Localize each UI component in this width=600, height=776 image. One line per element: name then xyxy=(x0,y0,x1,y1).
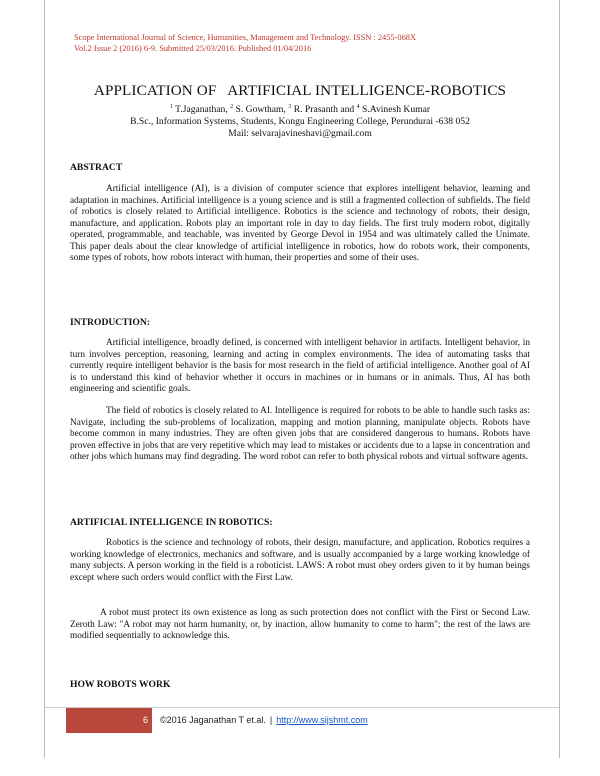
author-number: 3 xyxy=(288,104,292,110)
abstract-heading: ABSTRACT xyxy=(70,162,123,173)
journal-header-line-1: Scope International Journal of Science, Humanities, Management and Technology. ISSN : 2455-068X xyxy=(74,33,417,42)
ai-in-robotics-paragraph-1: Robotics is the science and technology of robots, their design, manufacture, and application. Robotics requires a working knowledge of electronics, mechanics and software, and is usually accompanied by a large working knowledge of many subjects. A person working in the field is a roboticist. LAWS: A robot must obey orders given to it by human beings except where such orders would conflict with the First Law. xyxy=(70,538,530,583)
author-name: R. Prasanth and xyxy=(293,104,357,115)
ai-in-robotics-heading: ARTIFICIAL INTELLIGENCE IN ROBOTICS: xyxy=(70,517,273,528)
author-name: S. Gowtham, xyxy=(235,104,289,115)
author-name: S.Avinesh Kumar xyxy=(362,104,431,115)
introduction-paragraph-1: Artificial intelligence, broadly defined, is concerned with intelligent behavior in artifacts. Intelligent behavior, in turn involves perception, reasoning, learning and acting in complex environments. The idea of automating tasks that currently require intelligent behavior is the basis for most research in the field of artificial intelligence. Another goal of AI is to understand this kind of behavior whether it occurs in machines or in humans or in animals. Thus, AI has both engineering and scientific goals. xyxy=(70,338,530,394)
footer-citation: ©2016 Jaganathan T et.al. xyxy=(160,715,266,725)
journal-header-line-2: Vol.2 Issue 2 (2016) 6-9. Submitted 25/03/2016. Published 01/04/2016 xyxy=(74,43,312,53)
journal-website-link[interactable]: http://www.sijshmt.com xyxy=(276,715,368,725)
journal-header xyxy=(74,33,534,54)
author-block xyxy=(0,101,600,140)
how-robots-work-heading: HOW ROBOTS WORK xyxy=(70,679,171,690)
author-number: 4 xyxy=(356,104,360,110)
page-footer xyxy=(44,707,560,733)
author-number: 1 xyxy=(169,104,173,110)
author-email: Mail: selvarajavineshavi@gmail.com xyxy=(228,128,372,139)
author-number: 2 xyxy=(230,104,234,110)
author-name: T.Jaganathan, xyxy=(175,104,231,115)
affiliation: B.Sc., Information Systems, Students, Kongu Engineering College, Perundurai -638 052 xyxy=(130,116,470,127)
introduction-heading: INTRODUCTION: xyxy=(70,317,150,328)
author-list xyxy=(0,101,600,116)
paper-title: APPLICATION OF ARTIFICIAL INTELLIGENCE-ROBOTICS xyxy=(93,82,507,99)
ai-in-robotics-paragraph-2: A robot must protect its own existence as long as such protection does not conflict with the First or Second Law. Zeroth Law: "A robot may not harm humanity, or, by inaction, allow humanity to come to harm"; the rest of the laws are modified sequentially to acknowledge this. xyxy=(70,608,530,641)
page-number: 6 xyxy=(66,708,152,733)
footer-separator: | xyxy=(269,715,273,725)
introduction-paragraph-2: The field of robotics is closely related to AI. Intelligence is required for robots to be able to handle such tasks as: Navigate, including the sub-problems of localization, mapping and motion planning, manipulate objects. Robots have become common in many industries. They are often given jobs that are considered dangerous to humans. Robots have proven effective in jobs that are very repetitive which may lead to mistakes or accidents due to a lapse in concentration and other jobs which humans may find degrading. The word robot can refer to both physical robots and virtual software agents. xyxy=(70,406,530,462)
abstract-paragraph: Artificial intelligence (AI), is a division of computer science that explores intelligent behavior, learning and adaptation in machines. Artificial intelligence is a young science and is still a fragmented collection of subfields. The field of robotics is closely related to Artificial intelligence. Robotics is the science and technology of robots, their design, manufacture, and application. Robots play an important role in day to day fields. The first truly modern robot, digitally operated, programmable, and teachable, was invented by George Devol in 1954 and was ultimately called the Unimate. This paper deals about the clear knowledge of artificial intelligence in robotics, how do robots work, their components, some types of robots, how robots interact with human, their properties and some of their uses. xyxy=(70,184,530,263)
footer-citation-line xyxy=(160,708,368,733)
